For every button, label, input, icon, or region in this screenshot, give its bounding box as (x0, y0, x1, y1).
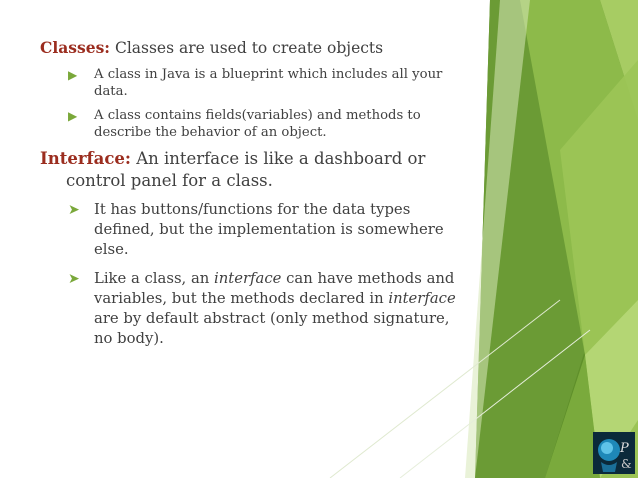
interface-bullet-text-part: are by default abstract (only method signature, no body). (94, 310, 450, 347)
interface-italic-word: interface (214, 270, 282, 287)
svg-text:P: P (620, 441, 629, 456)
interface-bullet-text-part: can have methods and variables, but the methods declared in (94, 270, 455, 307)
triangle-bullet-icon: ▶ (68, 109, 78, 123)
classes-description: Classes are used to create objects (114, 39, 384, 57)
classes-bullet-text: A class in Java is a blueprint which includes all your data. (94, 67, 443, 99)
interface-term: Interface: (40, 149, 131, 168)
svg-text:&: & (621, 457, 632, 471)
interface-bullet-text-part: Like a class, an (94, 270, 215, 287)
classes-bullet-text: A class contains fields(variables) and methods to describe the behavior of an object. (94, 108, 421, 140)
interface-italic-word: interface (388, 290, 456, 307)
triangle-bullet-icon: ▶ (68, 68, 78, 82)
list-item (40, 269, 470, 349)
classes-bullet-list (40, 66, 470, 141)
arrowhead-bullet-icon: ➤ (68, 202, 80, 218)
interface-bullet-list (40, 200, 470, 349)
classes-heading (40, 38, 470, 58)
interface-heading (40, 148, 470, 192)
list-item (40, 66, 470, 100)
slide-content (40, 38, 470, 358)
list-item (40, 200, 470, 260)
list-item (40, 107, 470, 141)
brain-logo-icon (593, 432, 635, 474)
classes-term: Classes: (40, 38, 111, 57)
arrowhead-bullet-icon: ➤ (68, 271, 80, 287)
interface-bullet-text: It has buttons/functions for the data types defined, but the implementation is somewhere else. (94, 201, 444, 258)
interface-description: An interface is like a dashboard or control panel for a class. (66, 149, 426, 190)
